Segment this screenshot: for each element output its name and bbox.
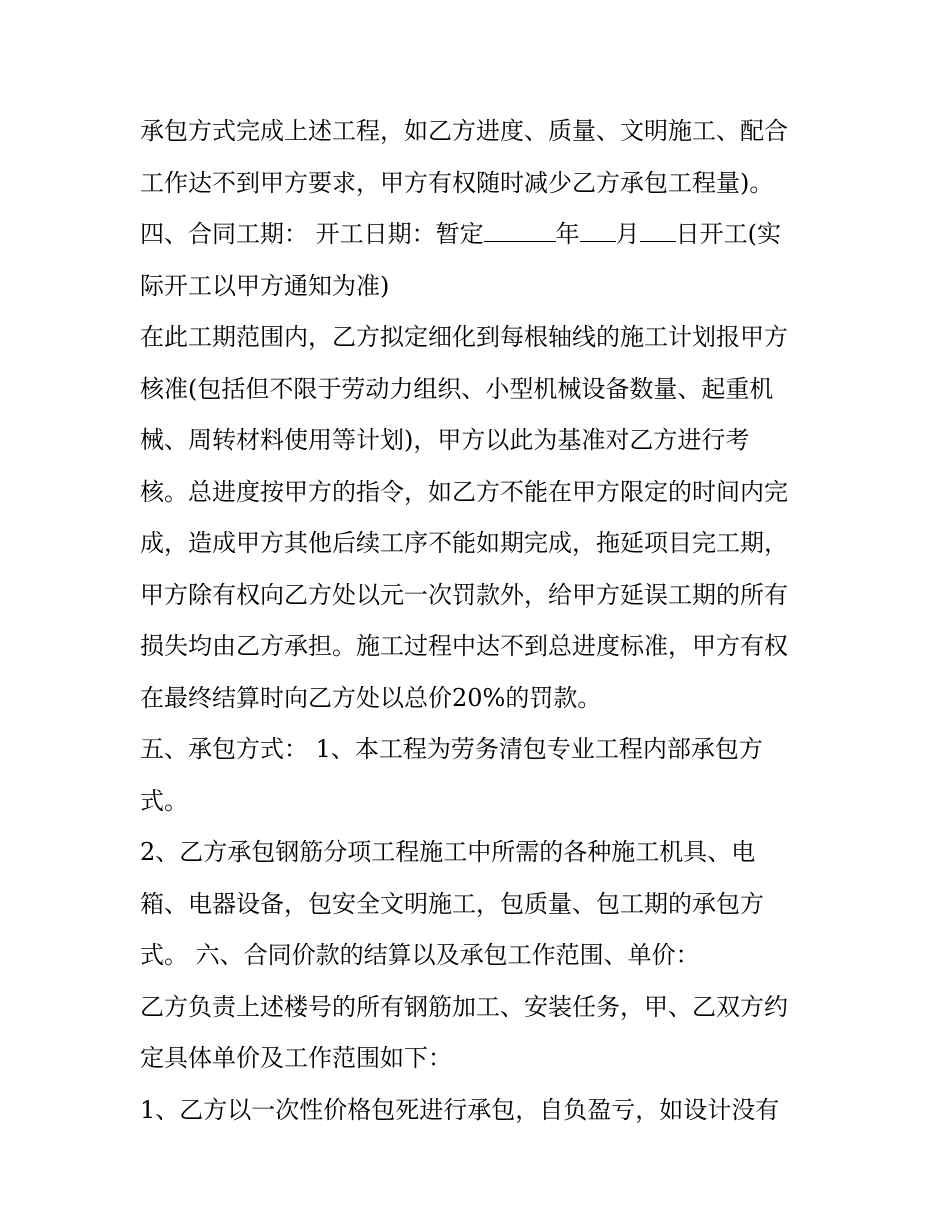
year-label: 年 xyxy=(555,220,580,248)
month-label: 月 xyxy=(615,220,640,248)
contract-period-prefix: 四、合同工期： 开工日期：暂定 xyxy=(140,220,484,248)
text-line: 承包方式完成上述工程，如乙方进度、质量、文明施工、配合 xyxy=(140,117,788,145)
day-blank xyxy=(640,219,676,242)
text-line: 式。 xyxy=(140,786,188,815)
text-line: 际开工以甲方通知为准) xyxy=(140,271,390,300)
contract-period-suffix: 日开工(实 xyxy=(675,220,782,248)
text-line: 五、承包方式： 1、本工程为劳务清包专业工程内部承包方 xyxy=(140,735,763,763)
text-line: 乙方负责上述楼号的所有钢筋加工、安装任务，甲、乙双方约 xyxy=(140,992,788,1021)
contract-body-text xyxy=(140,106,830,1136)
month-blank xyxy=(580,219,616,242)
text-line: 工作达不到甲方要求，甲方有权随时减少乙方承包工程量)。 xyxy=(140,168,774,197)
text-line: 在此工期范围内，乙方拟定细化到每根轴线的施工计划报甲方 xyxy=(140,323,788,351)
contract-period-line xyxy=(140,209,830,261)
text-line: 核。总进度按甲方的指令，如乙方不能在甲方限定的时间内完 xyxy=(140,477,788,506)
text-line: 1、乙方以一次性价格包死进行承包，自负盈亏，如设计没有 xyxy=(140,1095,780,1124)
text-line: 定具体单价及工作范围如下： xyxy=(140,1044,452,1072)
text-line: 械、周转材料使用等计划)，甲方以此为基准对乙方进行考 xyxy=(140,426,750,454)
text-line: 核准(包括但不限于劳动力组织、小型机械设备数量、起重机 xyxy=(140,374,774,403)
text-line: 损失均由乙方承担。施工过程中达不到总进度标准，甲方有权 xyxy=(140,632,788,660)
text-line: 式。 六、合同价款的结算以及承包工作范围、单价： xyxy=(140,941,700,969)
year-blank xyxy=(484,219,556,242)
text-line: 在最终结算时向乙方处以总价20%的罚款。 xyxy=(140,683,602,712)
text-line: 甲方除有权向乙方处以元一次罚款外，给甲方延误工期的所有 xyxy=(140,580,788,609)
text-line: 成，造成甲方其他后续工序不能如期完成，拖延项目完工期， xyxy=(140,529,788,557)
text-line: 箱、电器设备，包安全文明施工，包质量、包工期的承包方 xyxy=(140,889,764,918)
text-line: 2、乙方承包钢筋分项工程施工中所需的各种施工机具、电 xyxy=(140,838,756,866)
